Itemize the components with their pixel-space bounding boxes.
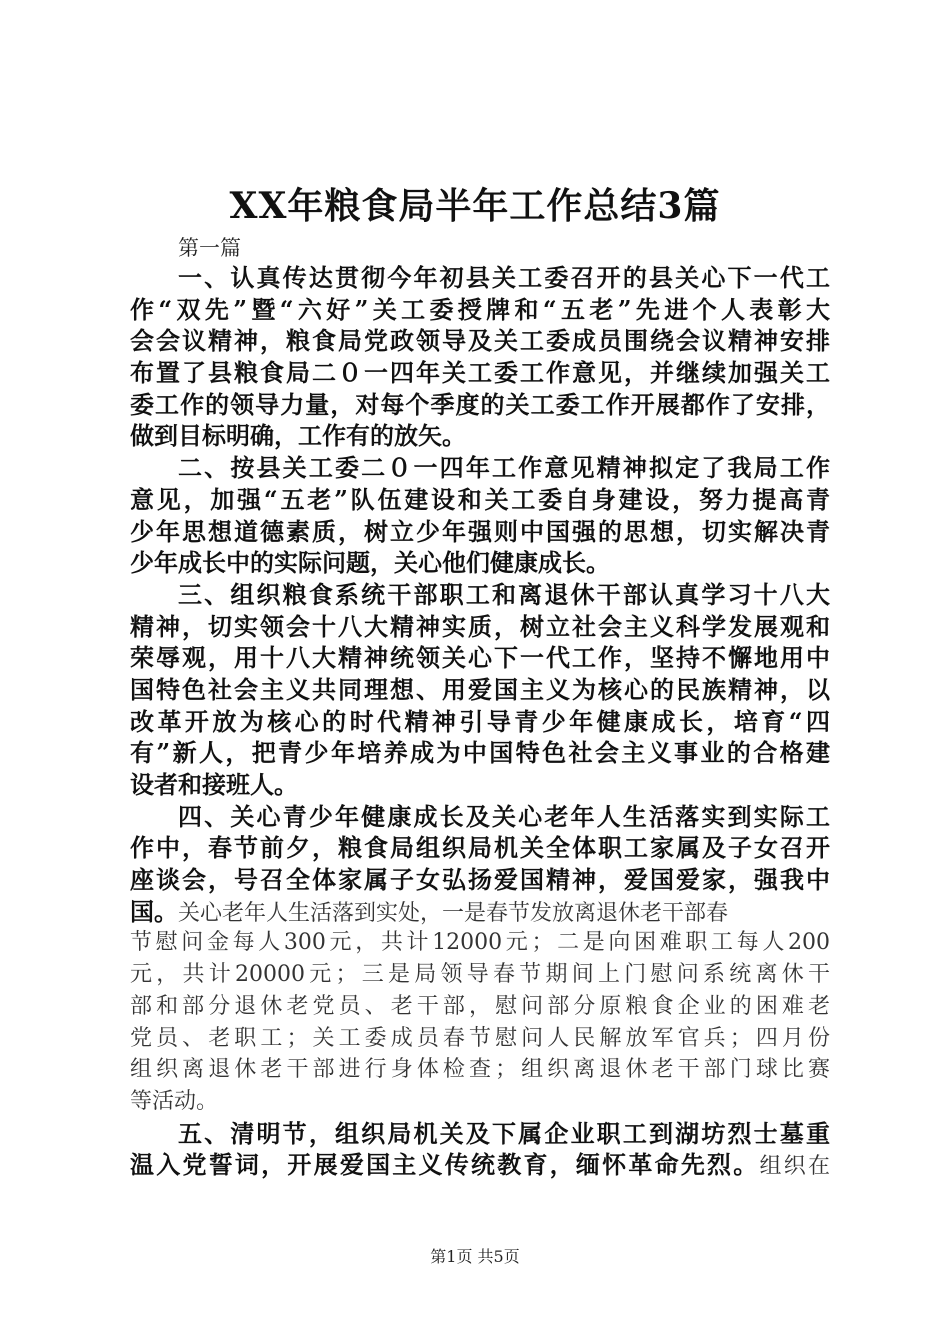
paragraph-line: 二、按县关工委二０一四年工作意见精神拟定了我局工作 [178,453,830,483]
paragraph-line: 组织离退休老干部进行身体检查；组织离退休老干部门球比赛 [130,1057,830,1083]
paragraph-line: 改革开放为核心的时代精神引导青少年健康成长，培育“四 [130,706,830,736]
paragraph-line: 作中，春节前夕，粮食局组织局机关全体职工家属及子女召开 [130,833,830,863]
paragraph-line: 设者和接班人。 [130,770,298,799]
document-body [130,234,830,1181]
document-title: XX年粮食局半年工作总结3篇 [229,185,721,227]
paragraph-line: 少年成长中的实际问题，关心他们健康成长。 [130,548,610,578]
paragraph-line: 布置了县粮食局二０一四年关工委工作意见，并继续加强关工 [130,358,830,388]
paragraph-line: 四、关心青少年健康成长及关心老年人生活落实到实际工 [178,801,830,831]
paragraph-segment: 组织在 [759,1154,830,1180]
paragraph-line: 元，共计20000元；三是局领导春节期间上门慰问系统离休干 [130,962,830,988]
paragraph-segment: 关心老年人生活落到实处，一是春节发放离退休老干部春 [178,900,729,926]
paragraph-line-mixed [130,896,830,928]
paragraph-line: 五、清明节，组织局机关及下属企业职工到湖坊烈士墓重 [178,1118,830,1148]
paragraph-line: 有”新人，把青少年培养成为中国特色社会主义事业的合格建 [130,738,830,768]
paragraph-line-mixed [130,1149,830,1181]
paragraph-line: 作“双先”暨“六好”关工委授牌和“五老”先进个人表彰大 [130,294,830,324]
paragraph-line: 委工作的领导力量，对每个季度的关工委工作开展都作了安排， [130,389,830,419]
paragraph-line: 国特色社会主义共同理想、用爱国主义为核心的民族精神，以 [130,674,830,704]
paragraph-line: 荣辱观，用十八大精神统领关心下一代工作，坚持不懈地用中 [130,643,830,673]
paragraph-line: 一、认真传达贯彻今年初县关工委召开的县关心下一代工 [178,263,830,292]
paragraph-line: 座谈会，号召全体家属子女弘扬爱国精神，爱国爱家，强我中 [130,865,830,895]
paragraph-line: 三、组织粮食系统干部职工和离退休干部认真学习十八大 [178,579,830,609]
paragraph-line: 等活动。 [130,1088,219,1114]
paragraph-segment: 国。 [130,896,178,926]
page-footer [0,1244,950,1267]
page-number: 第1页 共5页 [430,1247,520,1266]
paragraph-line: 少年思想道德素质，树立少年强则中国强的思想，切实解决青 [130,516,830,546]
paragraph-line: 做到目标明确，工作有的放矢。 [130,421,466,451]
paragraph-line: 精神，切实领会十八大精神实质，树立社会主义科学发展观和 [130,611,830,641]
paragraph-line: 节慰问金每人300元，共计12000元；二是向困难职工每人200 [130,930,830,956]
paragraph-line: 意见，加强“五老”队伍建设和关工委自身建设，努力提高青 [130,484,830,514]
paragraph-line: 会会议精神，粮食局党政领导及关工委成员围绕会议精神安排 [130,326,830,356]
paragraph-line: 党员、老职工；关工委成员春节慰问人民解放军官兵；四月份 [130,1025,830,1051]
section-label: 第一篇 [178,236,241,260]
paragraph-segment: 温入党誓词，开展爱国主义传统教育，缅怀革命先烈。 [130,1150,760,1180]
paragraph-line: 部和部分退休老党员、老干部，慰问部分原粮食企业的困难老 [130,993,830,1019]
